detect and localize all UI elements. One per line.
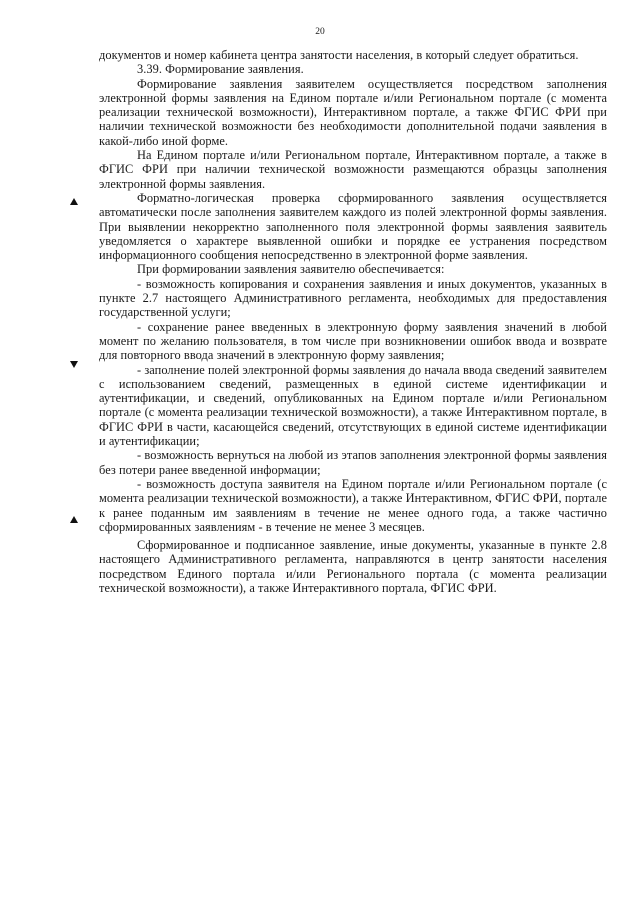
- list-item: - сохранение ранее введенных в электронную форму заявления значений в любой момент по желанию пользователя, в том числе при возникновении ошибок ввода и возврате для повторного ввода значений в электронную форму заявления;: [99, 319, 607, 363]
- margin-mark-up-icon: [70, 198, 78, 205]
- margin-mark-up-icon: [70, 516, 78, 523]
- list-item: - возможность копирования и сохранения заявления и иных документов, указанных в пункте 2.7 настоящего Административного регламента, необходимых для предоставления государственной услуги;: [99, 276, 607, 320]
- list-item: - возможность вернуться на любой из этапов заполнения электронной формы заявления без потери ранее введенной информации;: [99, 448, 607, 477]
- paragraph: При формировании заявления заявителю обеспечивается:: [137, 262, 445, 277]
- paragraph-continuation: документов и номер кабинета центра занятости населения, в который следует обратиться.: [99, 48, 579, 62]
- paragraph: Форматно-логическая проверка сформированного заявления осуществляется автоматически после заполнения заявителем каждого из полей электронной формы заявления. При выявлении некорректно заполненного поля электронной формы заявления заявитель уведомляется о характере выявленной ошибки и порядке ее устранения посредством информационного сообщения непосредственно в электронной форме заявления.: [99, 190, 607, 263]
- list-item: - заполнение полей электронной формы заявления до начала ввода сведений заявителем с использованием сведений, размещенных в единой системе идентификации и аутентификации, и сведений, опубликованных на Едином портале и/или Региональном портале (с момента реализации технической возможности), а также Интерактивном портале, в ФГИС ФРИ в части, касающейся сведений, отсутствующих в единой системе идентификации и аутентификации;: [99, 362, 607, 449]
- page-number: 20: [315, 27, 325, 37]
- paragraph: На Едином портале и/или Региональном портале, Интерактивном портале, а также в ФГИС ФРИ при наличии технической возможности размещаются образцы заполнения электронной формы заявления.: [99, 148, 607, 191]
- margin-mark-down-icon: [70, 361, 78, 368]
- section-heading: 3.39. Формирование заявления.: [137, 62, 304, 77]
- list-item: - возможность доступа заявителя на Едином портале и/или Региональном портале (с момента реализации технической возможности), а также Интерактивном, ФГИС ФРИ, портале к ранее поданным им заявлениям в течение не менее одного года, а также частично сформированных заявлениям - в течение не менее 3 месяцев.: [99, 476, 607, 534]
- paragraph: Формирование заявления заявителем осуществляется посредством заполнения электронной формы заявления на Едином портале и/или Региональном портале (с момента реализации технической возможности), Интерактивном портале, а также ФГИС ФРИ при наличии технической возможности без необходимости дополнительной подачи заявления в какой-либо иной форме.: [99, 76, 607, 148]
- paragraph: Сформированное и подписанное заявление, иные документы, указанные в пункте 2.8 настоящего Административного регламента, направляются в центр занятости населения посредством Единого портала и/или Регионального портала (с момента реализации технической возможности), а также Интерактивного портала, ФГИС ФРИ.: [99, 538, 607, 595]
- document-body: [99, 48, 607, 595]
